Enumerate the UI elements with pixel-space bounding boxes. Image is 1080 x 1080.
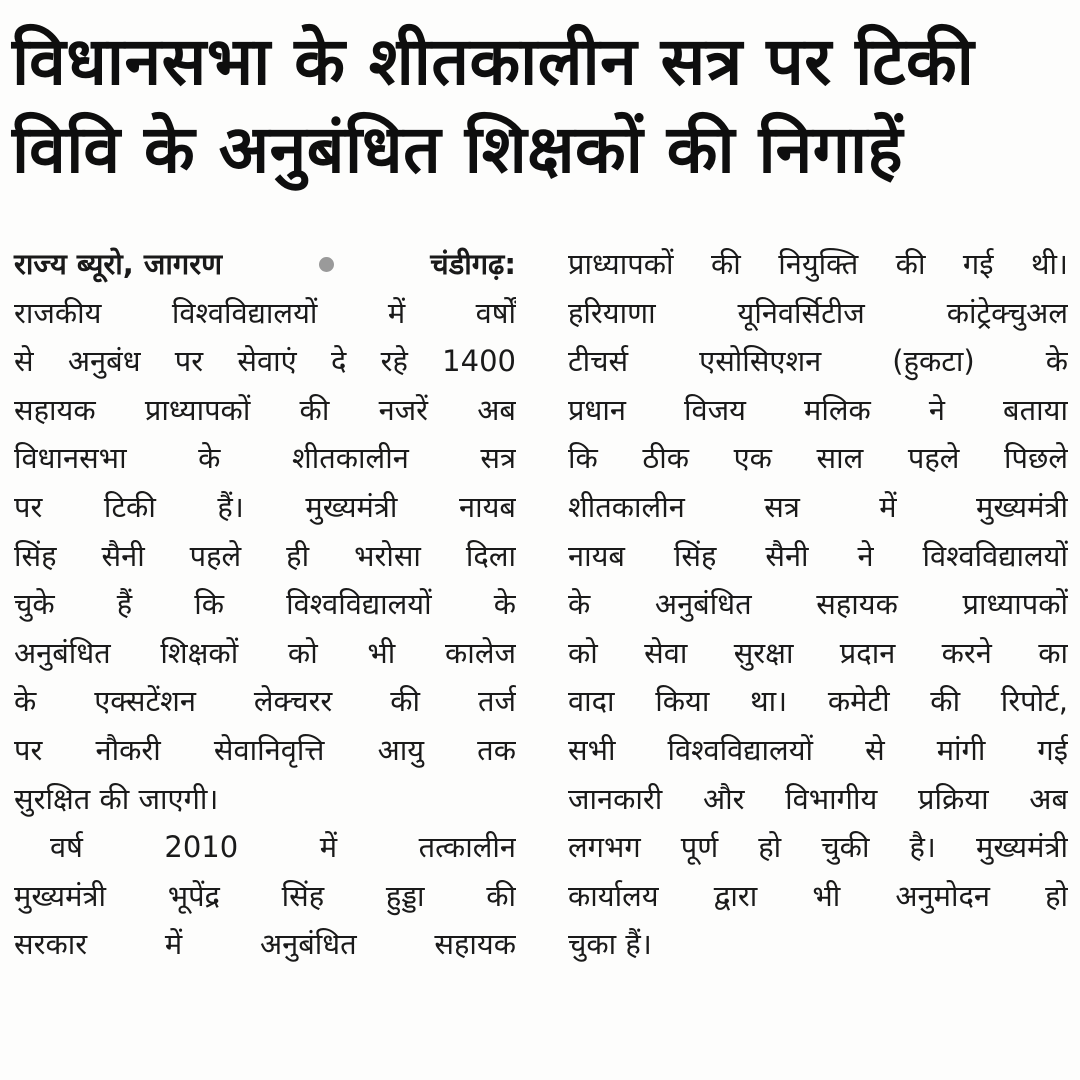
right-line: नायब सिंह सैनी ने विश्वविद्यालयों <box>568 538 1068 573</box>
right-line: के अनुबंधित सहायक प्राध्यापकों <box>568 587 1068 622</box>
left-line: पर नौकरी सेवानिवृत्ति आयु तक <box>14 732 516 767</box>
bullet-separator-icon <box>319 257 334 272</box>
right-line: कार्यालय द्वारा भी अनुमोदन हो <box>568 878 1068 913</box>
right-line: जानकारी और विभागीय प्रक्रिया अब <box>568 781 1068 816</box>
right-line: चुका हैं। <box>568 927 652 962</box>
left-line: विधानसभा के शीतकालीन सत्र <box>14 441 516 476</box>
headline-line-2: विवि के अनुबंधित शिक्षकों की निगाहें <box>12 111 904 188</box>
right-line: प्राध्यापकों की नियुक्ति की गई थी। <box>568 247 1068 281</box>
article-column-right <box>568 240 1068 969</box>
dateline-bureau: राज्य ब्यूरो, जागरण <box>14 247 223 281</box>
left-line: अनुबंधित शिक्षकों को भी कालेज <box>14 635 516 670</box>
left-line-paragraph-start: वर्ष 2010 में तत्कालीन <box>50 830 516 865</box>
right-line: हरियाणा यूनिवर्सिटीज कांट्रेक्चुअल <box>568 295 1068 330</box>
left-line: राजकीय विश्वविद्यालयों में वर्षों <box>14 295 516 330</box>
left-line: पर टिकी हैं। मुख्यमंत्री नायब <box>14 489 516 524</box>
left-line: सहायक प्राध्यापकों की नजरें अब <box>14 392 516 427</box>
right-line: शीतकालीन सत्र में मुख्यमंत्री <box>568 489 1068 524</box>
dateline <box>14 240 516 289</box>
right-line: को सेवा सुरक्षा प्रदान करने का <box>568 635 1068 670</box>
right-line: प्रधान विजय मलिक ने बताया <box>568 392 1068 427</box>
right-line: टीचर्स एसोसिएशन (हुकटा) के <box>568 344 1068 379</box>
left-line: मुख्यमंत्री भूपेंद्र सिंह हुड्डा की <box>14 878 516 913</box>
article-column-left <box>14 240 516 969</box>
left-line: सरकार में अनुबंधित सहायक <box>14 927 516 962</box>
dateline-place: चंडीगढ़: <box>430 247 516 281</box>
right-line: सभी विश्वविद्यालयों से मांगी गई <box>568 732 1068 767</box>
right-line: कि ठीक एक साल पहले पिछले <box>568 441 1068 476</box>
left-line: चुके हैं कि विश्वविद्यालयों के <box>14 587 516 622</box>
headline <box>12 18 1070 194</box>
right-line: लगभग पूर्ण हो चुकी है। मुख्यमंत्री <box>568 830 1068 865</box>
left-line: सिंह सैनी पहले ही भरोसा दिला <box>14 538 516 573</box>
right-line: वादा किया था। कमेटी की रिपोर्ट, <box>568 684 1068 719</box>
left-line: से अनुबंध पर सेवाएं दे रहे 1400 <box>14 344 516 379</box>
headline-line-1: विधानसभा के शीतकालीन सत्र पर टिकी <box>12 23 975 100</box>
left-line: के एक्सटेंशन लेक्चरर की तर्ज <box>14 684 516 719</box>
left-line: सुरक्षित की जाएगी। <box>14 781 219 816</box>
